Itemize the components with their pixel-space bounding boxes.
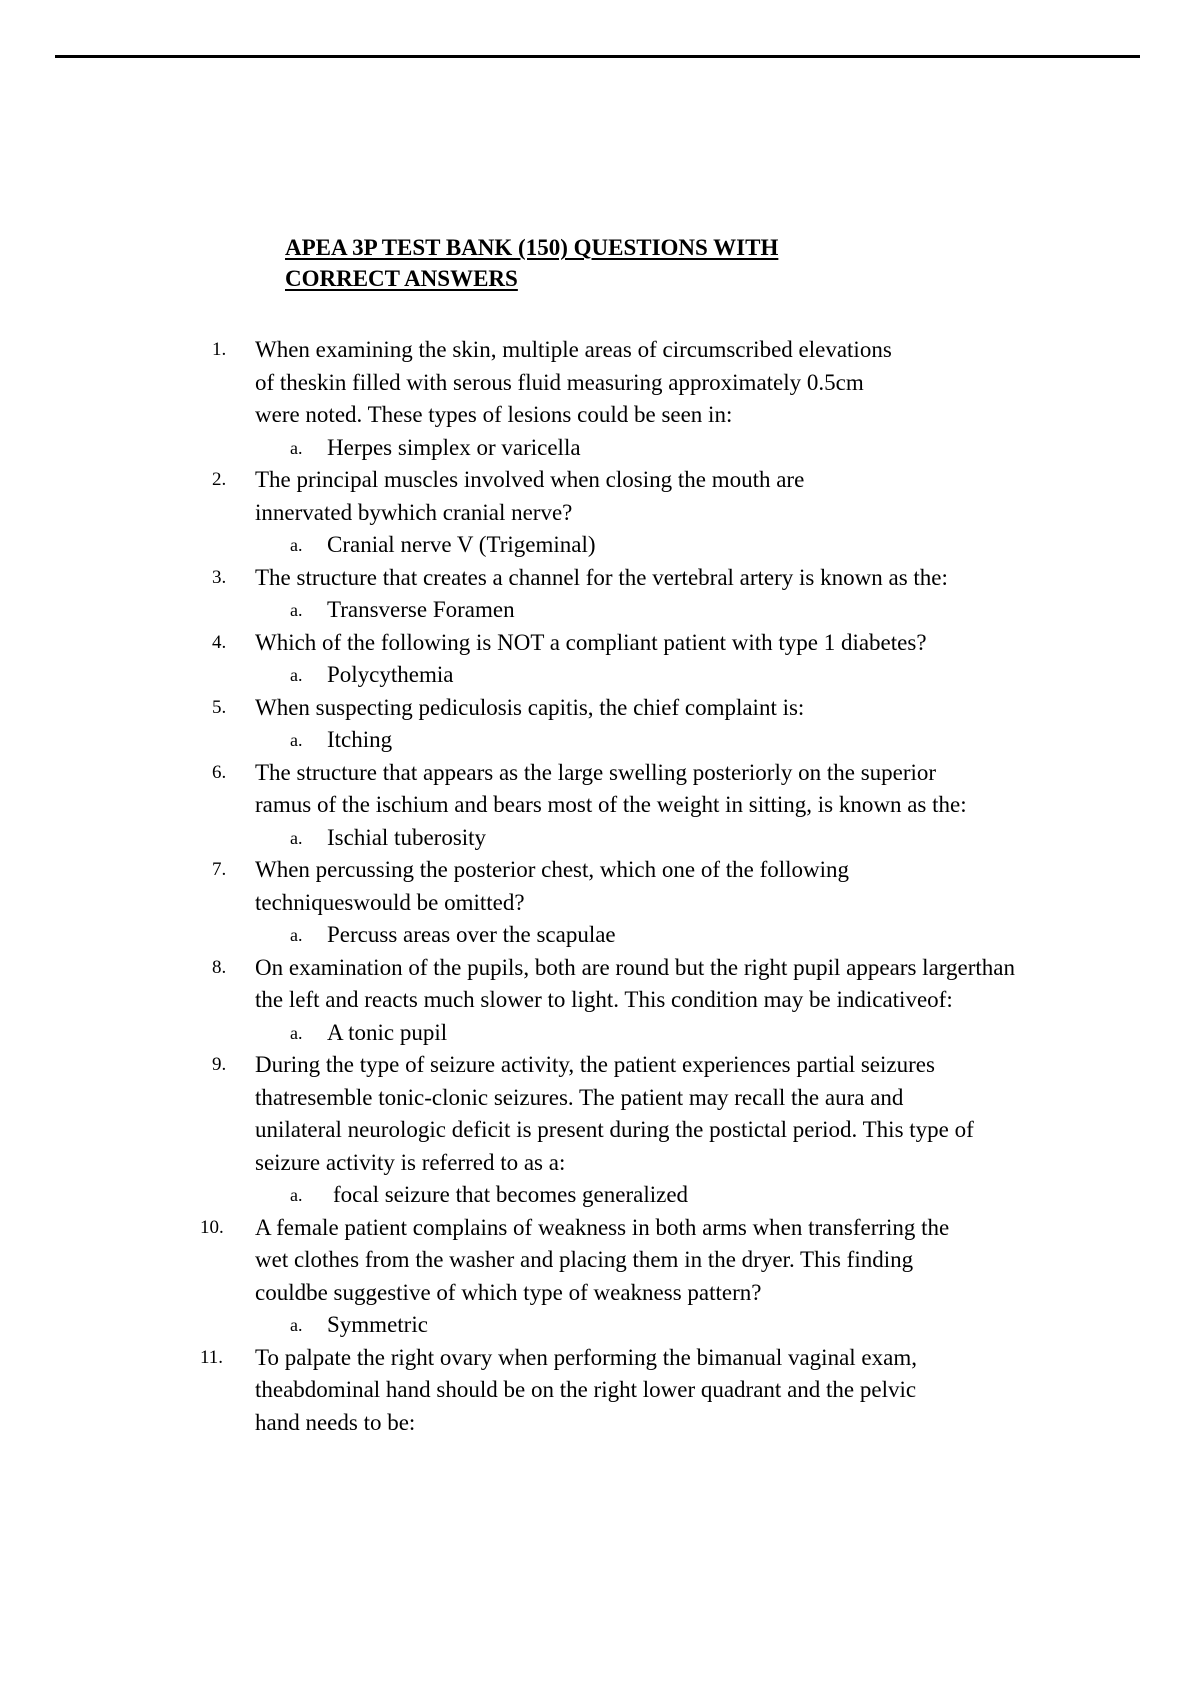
question-text: The structure that creates a channel for the vertebral artery is known as the: xyxy=(255,564,948,590)
answer-text: Transverse Foramen xyxy=(327,597,515,622)
question-number: 10. xyxy=(200,1216,224,1238)
answer-text: Percuss areas over the scapulae xyxy=(327,922,616,947)
question-list xyxy=(200,334,1032,1439)
question-text: On examination of the pupils, both are round but the right pupil appears largerthan the left and reacts much slower to light. This condition may be indicativeof: xyxy=(255,954,1015,1012)
answer-text: Symmetric xyxy=(327,1312,428,1337)
question-item xyxy=(212,1049,995,1179)
question-item xyxy=(212,692,975,725)
question-text: To palpate the right ovary when performing the bimanual vaginal exam, theabdominal hand should be on the right lower quadrant and the pelvic hand needs to be: xyxy=(255,1344,917,1435)
question-item xyxy=(212,464,905,529)
question-number: 8. xyxy=(212,956,227,978)
question-text: A female patient complains of weakness in both arms when transferring the wet clothes from the washer and placing them in the dryer. This finding couldbe suggestive of which type of weakness pattern? xyxy=(255,1214,950,1305)
answer-text: Polycythemia xyxy=(327,662,454,687)
document-title xyxy=(285,232,985,294)
answer-letter: a. xyxy=(290,1022,303,1043)
question-text: During the type of seizure activity, the patient experiences partial seizures thatresemble tonic-clonic seizures. The patient may recall the aura and unilateral neurologic deficit is present during the postictal period. This type of seizure activity is referred to as a: xyxy=(255,1052,974,1175)
answer-text: Cranial nerve V (Trigeminal) xyxy=(327,532,596,557)
answer-letter: a. xyxy=(290,1185,303,1205)
question-item xyxy=(212,334,905,432)
document-title-line-1: APEA 3P TEST BANK (150) QUESTIONS WITH xyxy=(285,235,779,260)
question-item xyxy=(200,1342,955,1440)
question-text: When percussing the posterior chest, which one of the following techniqueswould be omitted? xyxy=(255,857,850,915)
answer-text: Itching xyxy=(327,727,393,752)
question-number: 11. xyxy=(200,1346,224,1368)
answer-item xyxy=(212,1017,1032,1050)
top-rule xyxy=(55,55,1140,58)
answer-item xyxy=(212,594,1032,627)
answer-item xyxy=(212,822,1032,855)
question-number: 5. xyxy=(212,696,227,718)
question-number: 4. xyxy=(212,631,227,653)
answer-text: focal seizure that becomes generalized xyxy=(333,1182,689,1207)
answer-text: Ischial tuberosity xyxy=(327,824,487,850)
question-item xyxy=(212,854,985,919)
question-text: When suspecting pediculosis capitis, the chief complaint is: xyxy=(255,694,805,720)
question-number: 6. xyxy=(212,761,227,783)
question-number: 2. xyxy=(212,469,227,490)
question-text: Which of the following is NOT a compliant patient with type 1 diabetes? xyxy=(255,629,927,655)
answer-letter: a. xyxy=(290,665,303,685)
answer-text: A tonic pupil xyxy=(327,1019,448,1045)
question-item xyxy=(212,627,955,660)
question-item xyxy=(200,1212,985,1310)
answer-letter: a. xyxy=(290,925,303,945)
answer-letter: a. xyxy=(290,730,303,750)
answer-letter: a. xyxy=(290,535,303,555)
document-title-line-2: CORRECT ANSWERS xyxy=(285,266,518,291)
answer-item xyxy=(212,529,1032,562)
question-item xyxy=(212,952,1015,1017)
answer-item xyxy=(212,1179,1032,1212)
question-item xyxy=(212,757,975,822)
question-number: 9. xyxy=(212,1054,227,1075)
answer-item xyxy=(212,1309,1032,1342)
answer-item xyxy=(212,432,1032,465)
question-number: 1. xyxy=(212,339,227,360)
answer-letter: a. xyxy=(290,1315,303,1335)
question-text: The structure that appears as the large swelling posteriorly on the superior ramus of the ischium and bears most of the weight in sitting, is known as the: xyxy=(255,759,967,817)
question-text: The principal muscles involved when closing the mouth are innervated bywhich cranial nerve? xyxy=(255,467,805,525)
answer-text: Herpes simplex or varicella xyxy=(327,434,581,460)
question-number: 7. xyxy=(212,859,227,880)
answer-item xyxy=(212,659,1032,692)
question-number: 3. xyxy=(212,566,227,588)
answer-item xyxy=(212,919,1032,952)
answer-letter: a. xyxy=(290,437,303,458)
question-item xyxy=(212,562,1015,595)
question-text: When examining the skin, multiple areas of circumscribed elevations of theskin filled with serous fluid measuring approximately 0.5cm were noted. These types of lesions could be seen in: xyxy=(255,337,892,427)
answer-letter: a. xyxy=(290,600,303,620)
answer-item xyxy=(212,724,1032,757)
answer-letter: a. xyxy=(290,827,303,848)
